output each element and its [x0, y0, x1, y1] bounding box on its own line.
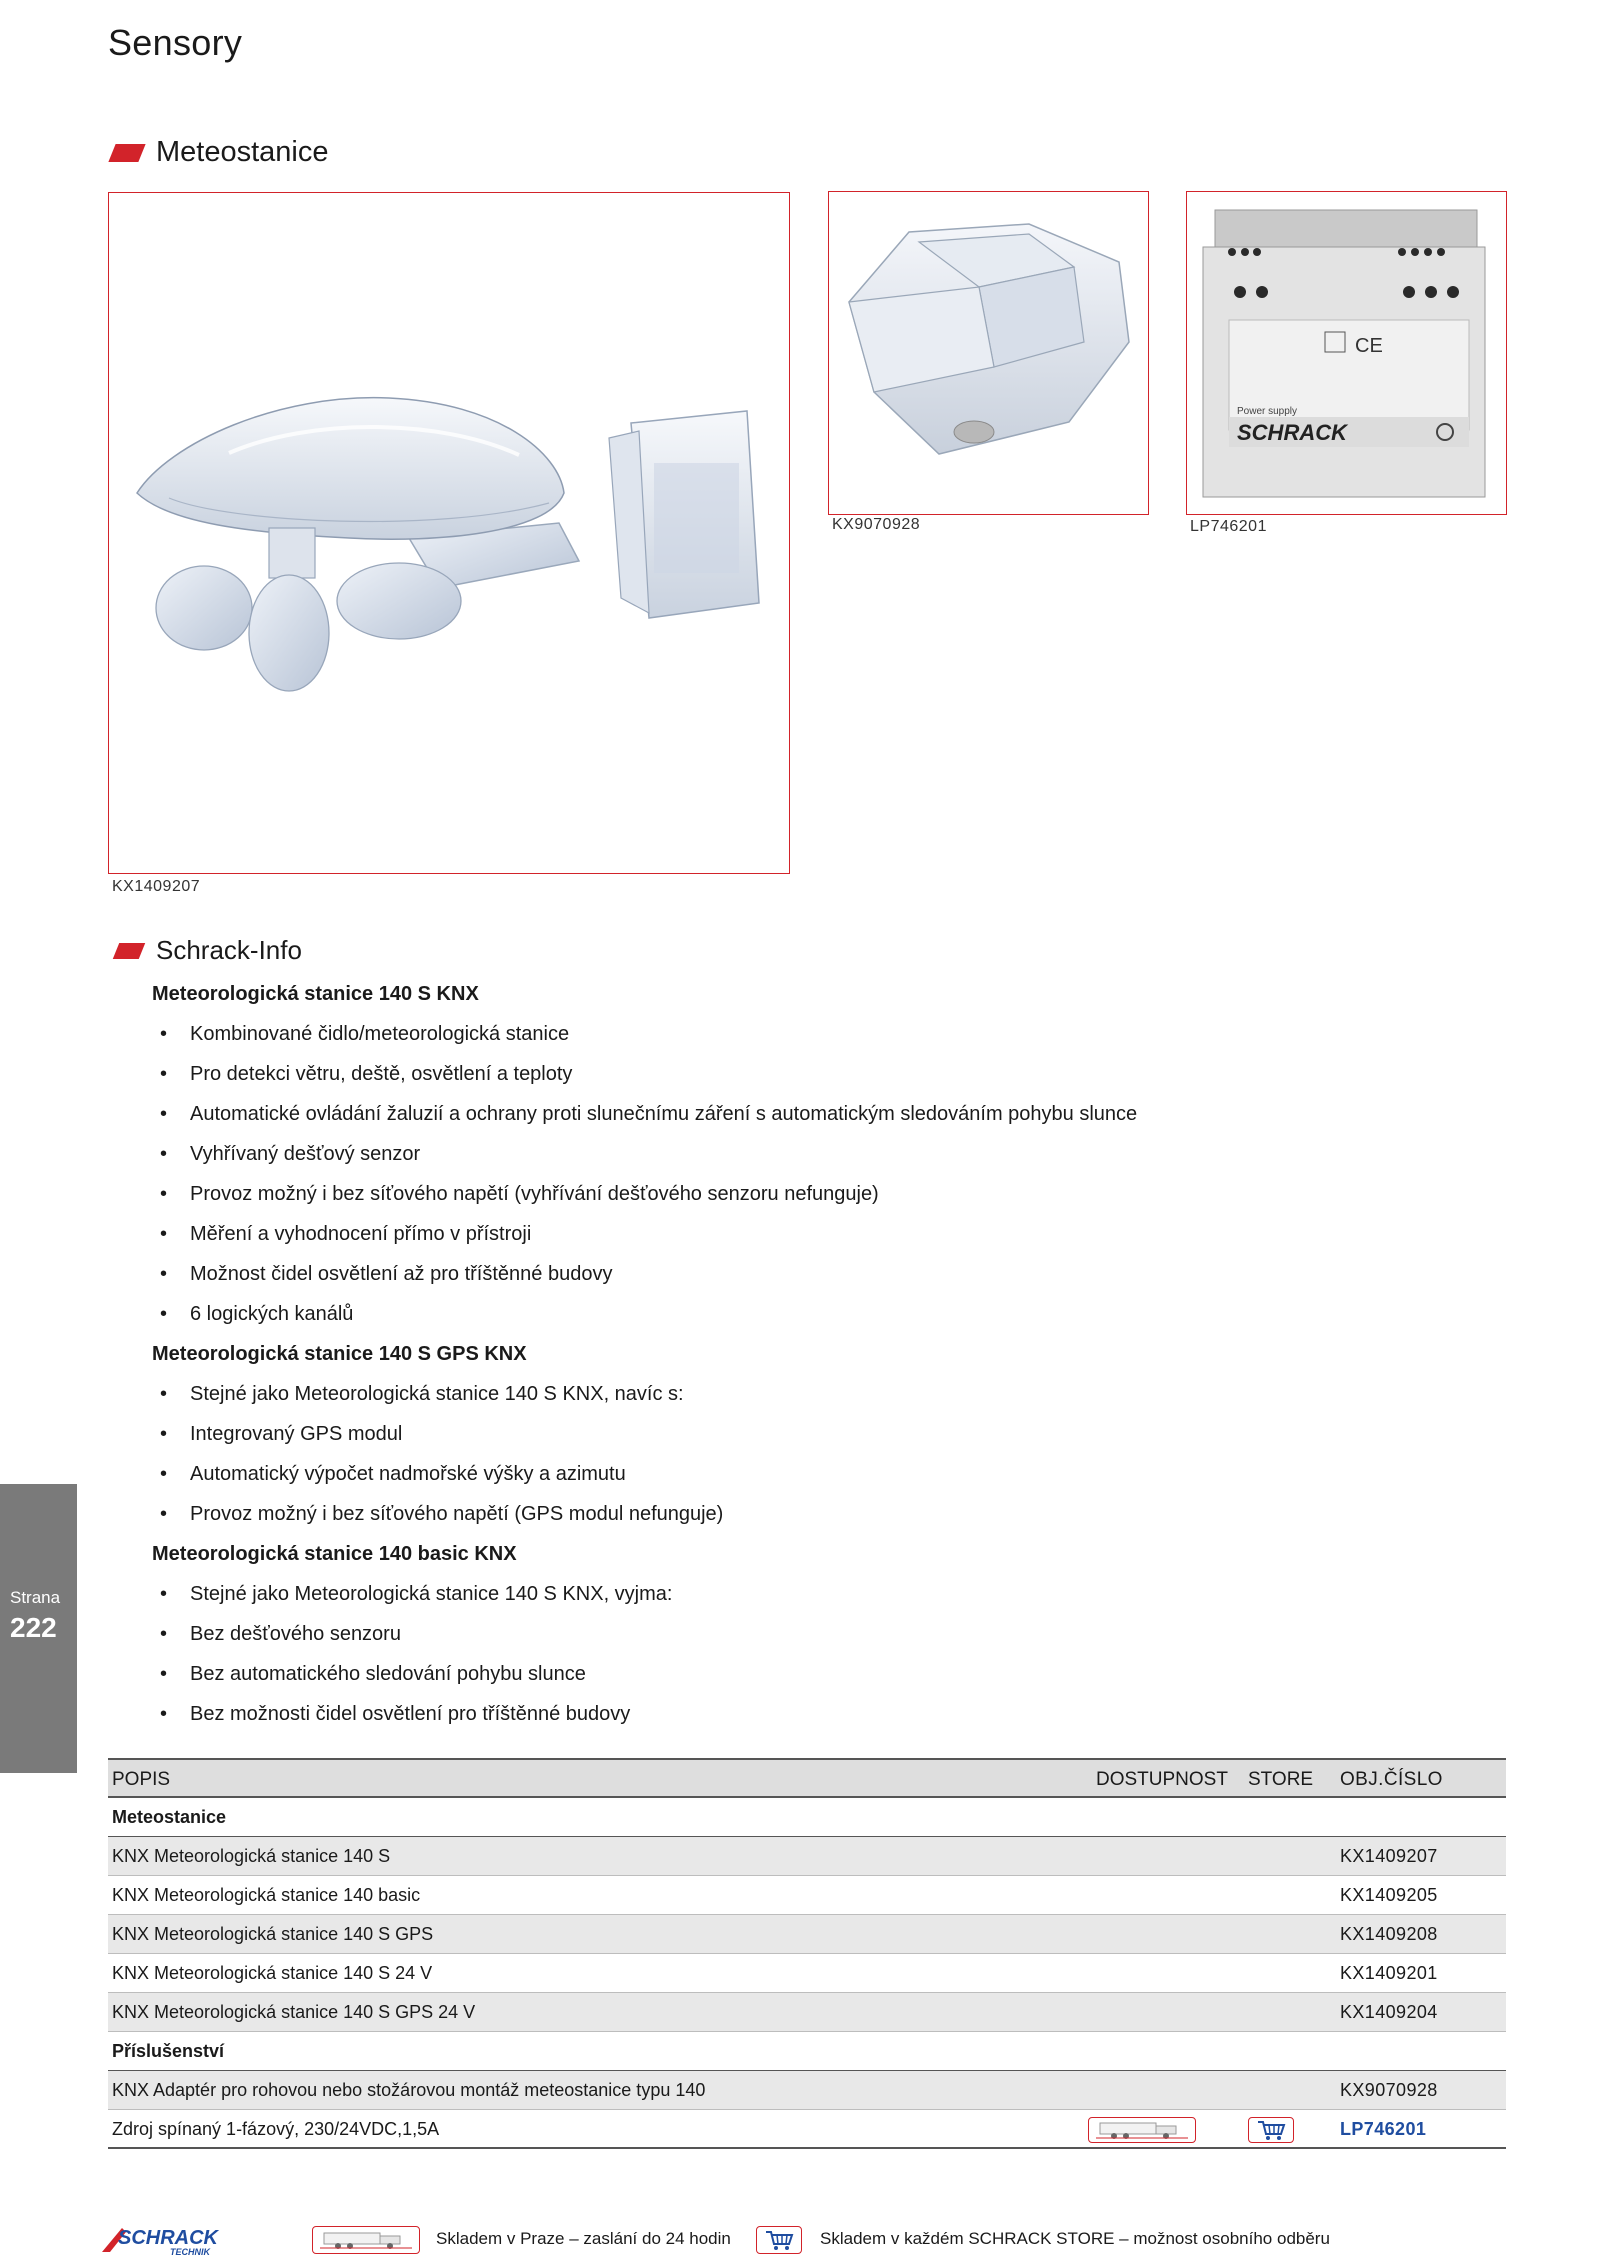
store-legend-text: Skladem v každém SCHRACK STORE – možnost osobního odběru [820, 2229, 1330, 2248]
page-label: Strana [10, 1588, 61, 1607]
svg-text:SCHRACK: SCHRACK [118, 2227, 218, 2249]
bullet-item: • Provoz možný i bez síťového napětí (GPS modul nefunguje) [152, 1494, 1252, 1534]
store-cart-icon[interactable] [1248, 2117, 1294, 2143]
bullet-item: • Stejné jako Meteorologická stanice 140 S KNX, navíc s: [152, 1374, 1252, 1414]
bullet-item: • Kombinované čidlo/meteorologická stanice [152, 1014, 1252, 1054]
device-label-text: Power supply [1237, 406, 1298, 417]
row-code[interactable]: KX1409207 [1340, 1846, 1438, 1866]
bullet-list [152, 1374, 1252, 1534]
row-code[interactable]: KX1409205 [1340, 1885, 1438, 1905]
stock-truck-icon[interactable] [1088, 2117, 1196, 2143]
header-desc: POPIS [112, 1769, 171, 1790]
product-table [108, 1758, 1506, 2149]
bullet-item: • Provoz možný i bez síťového napětí (vyhřívání dešťového senzoru nefunguje) [152, 1174, 1252, 1214]
product-image-weather-station [108, 192, 790, 874]
svg-text:TECHNIK: TECHNIK [170, 2247, 210, 2257]
table-row[interactable] [108, 1876, 1506, 1915]
row-desc: KNX Meteorologická stanice 140 S 24 V [112, 1963, 433, 1983]
table-group-row [108, 2032, 1506, 2071]
row-desc: KNX Adaptér pro rohovou nebo stožárovou montáž meteostanice typu 140 [112, 2080, 706, 2100]
header-code: OBJ.ČÍSLO [1340, 1769, 1443, 1790]
group-name: Příslušenství [112, 2041, 225, 2061]
adapter-illustration [829, 192, 1149, 515]
group-heading: Meteorologická stanice 140 basic KNX [152, 1543, 517, 1565]
table-row[interactable] [108, 1837, 1506, 1876]
bullet-item: • Integrovaný GPS modul [152, 1414, 1252, 1454]
bullet-item: • Bez dešťového senzoru [152, 1614, 1252, 1654]
bullet-item: • Pro detekci větru, deště, osvětlení a teploty [152, 1054, 1252, 1094]
page-title: Sensory [108, 22, 243, 63]
page-number: 222 [10, 1612, 57, 1643]
image-caption: LP746201 [1190, 518, 1267, 535]
bullet-item: • Automatické ovládání žaluzií a ochrany proti slunečnímu záření s automatickým sledováním pohybu slunce [152, 1094, 1252, 1134]
row-code[interactable]: LP746201 [1340, 2119, 1427, 2139]
bullet-item: • Měření a vyhodnocení přímo v přístroji [152, 1214, 1252, 1254]
weather-station-illustration [109, 193, 790, 874]
row-code[interactable]: KX1409204 [1340, 2002, 1438, 2022]
stock-legend-text: Skladem v Praze – zaslání do 24 hodin [436, 2229, 731, 2248]
group-name: Meteostanice [112, 1807, 227, 1827]
row-desc: Zdroj spínaný 1-fázový, 230/24VDC,1,5A [112, 2119, 440, 2139]
image-caption: KX9070928 [832, 516, 921, 533]
power-supply-illustration [1187, 192, 1507, 515]
table-row[interactable] [108, 1993, 1506, 2032]
image-caption: KX1409207 [112, 878, 201, 895]
cart-icon [756, 2226, 802, 2254]
row-desc: KNX Meteorologická stanice 140 S GPS 24 V [112, 2002, 476, 2022]
header-store: STORE [1248, 1769, 1314, 1790]
schrack-logo [100, 2222, 250, 2258]
row-code[interactable]: KX1409201 [1340, 1963, 1438, 1983]
table-row[interactable] [108, 2071, 1506, 2110]
info-heading [116, 935, 302, 966]
page-number-tab [0, 1484, 77, 1773]
section-heading [112, 136, 329, 169]
product-image-power-supply [1186, 191, 1507, 515]
info-title: Schrack-Info [156, 935, 302, 965]
bullet-item: • Možnost čidel osvětlení až pro tříštěnné budovy [152, 1254, 1252, 1294]
bullet-list [152, 1014, 1252, 1334]
bullet-item: • Stejné jako Meteorologická stanice 140 S KNX, vyjma: [152, 1574, 1252, 1614]
table-row[interactable] [108, 2110, 1506, 2149]
info-content [152, 974, 1252, 1734]
row-code[interactable]: KX1409208 [1340, 1924, 1438, 1944]
row-desc: KNX Meteorologická stanice 140 S GPS [112, 1924, 434, 1944]
table-row[interactable] [108, 1954, 1506, 1993]
section-title: Meteostanice [156, 136, 329, 168]
footer [100, 2222, 1500, 2258]
info-marker [113, 943, 145, 959]
section-marker [108, 144, 145, 162]
bullet-list [152, 1574, 1252, 1734]
truck-icon [312, 2226, 420, 2254]
row-code[interactable]: KX9070928 [1340, 2080, 1438, 2100]
table-group-row [108, 1798, 1506, 1837]
header-availability: DOSTUPNOST [1096, 1769, 1228, 1790]
group-heading: Meteorologická stanice 140 S KNX [152, 983, 479, 1005]
bullet-item: • Bez automatického sledování pohybu slunce [152, 1654, 1252, 1694]
svg-text:CE: CE [1355, 335, 1383, 357]
product-image-adapter [828, 191, 1149, 515]
row-desc: KNX Meteorologická stanice 140 basic [112, 1885, 421, 1905]
device-brand-text: SCHRACK [1237, 420, 1347, 445]
row-desc: KNX Meteorologická stanice 140 S [112, 1846, 391, 1866]
bullet-item: • Automatický výpočet nadmořské výšky a azimutu [152, 1454, 1252, 1494]
table-row[interactable] [108, 1915, 1506, 1954]
bullet-item: • Vyhřívaný dešťový senzor [152, 1134, 1252, 1174]
group-heading: Meteorologická stanice 140 S GPS KNX [152, 1343, 527, 1365]
table-header [108, 1758, 1506, 1798]
bullet-item: • 6 logických kanálů [152, 1294, 1252, 1334]
bullet-item: • Bez možnosti čidel osvětlení pro tříštěnné budovy [152, 1694, 1252, 1734]
